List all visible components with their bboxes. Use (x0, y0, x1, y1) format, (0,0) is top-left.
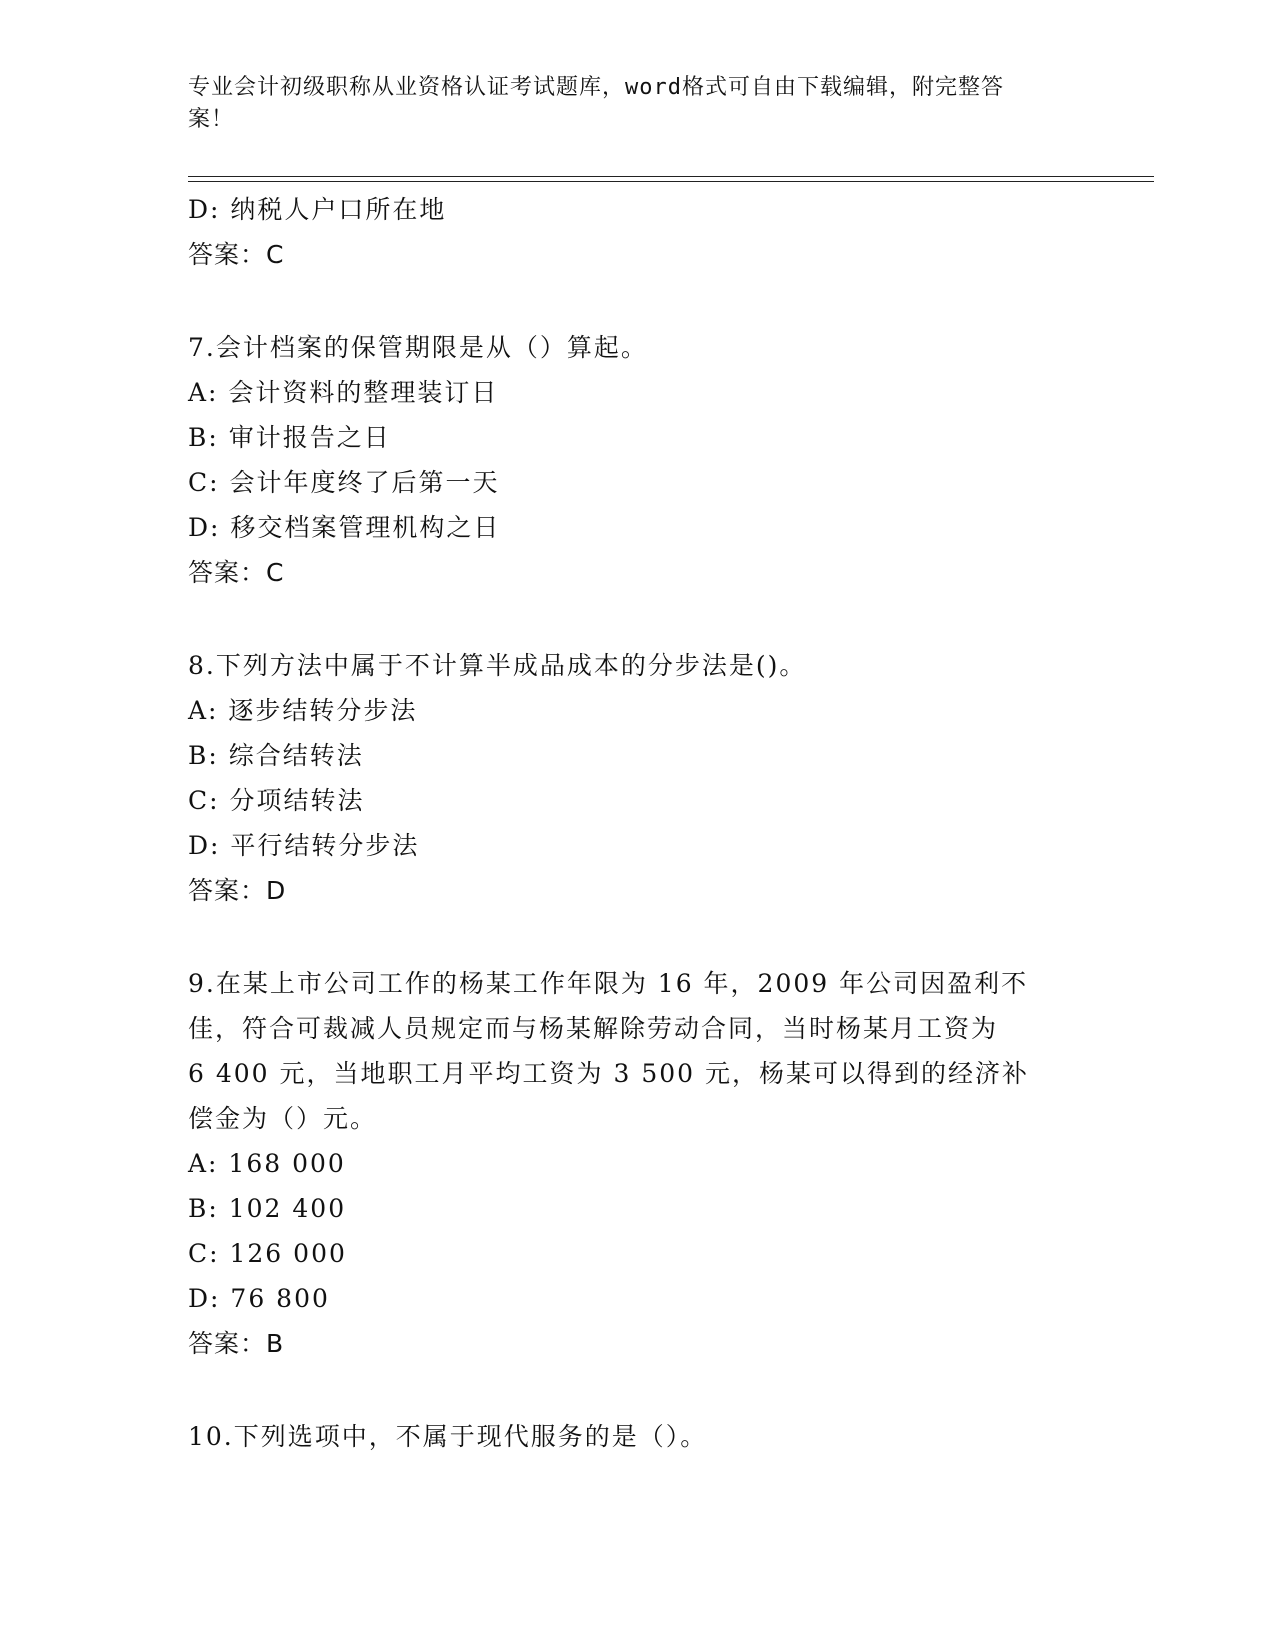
q7-option-b: B: 审计报告之日 (188, 423, 391, 452)
q8-stem: 8.下列方法中属于不计算半成品成本的分步法是()。 (188, 651, 807, 680)
header-note-line-1: 专业会计初级职称从业资格认证考试题库，word格式可自由下载编辑，附完整答 (188, 75, 1004, 100)
question-content (188, 187, 1088, 1459)
header-divider-bottom (188, 181, 1154, 182)
prev-answer: 答案：C (188, 240, 285, 269)
q9-option-a: A: 168 000 (188, 1149, 346, 1178)
q9-stem-line-3: 6 400 元，当地职工月平均工资为 3 500 元，杨某可以得到的经济补 (188, 1059, 1029, 1088)
q8-option-a: A: 逐步结转分步法 (188, 696, 418, 725)
header-note-line-2: 案！ (188, 107, 235, 132)
q9-option-b: B: 102 400 (188, 1194, 347, 1223)
q7-answer: 答案：C (188, 558, 285, 587)
q8-answer: 答案：D (188, 876, 287, 905)
q8-option-b: B: 综合结转法 (188, 741, 364, 770)
header-note (188, 72, 1088, 136)
q7-option-d: D: 移交档案管理机构之日 (188, 513, 501, 542)
q8-option-c: C: 分项结转法 (188, 786, 365, 815)
q9-option-d: D: 76 800 (188, 1284, 330, 1313)
q7-option-c: C: 会计年度终了后第一天 (188, 468, 500, 497)
q7-option-a: A: 会计资料的整理装订日 (188, 378, 499, 407)
q8-option-d: D: 平行结转分步法 (188, 831, 420, 860)
header-divider-top (188, 176, 1154, 177)
prev-option-d: D: 纳税人户口所在地 (188, 195, 447, 224)
q10-stem: 10.下列选项中，不属于现代服务的是（）。 (188, 1422, 708, 1451)
q9-stem-line-2: 佳，符合可裁减人员规定而与杨某解除劳动合同，当时杨某月工资为 (188, 1014, 999, 1043)
q9-option-c: C: 126 000 (188, 1239, 347, 1268)
q9-stem-line-1: 9.在某上市公司工作的杨某工作年限为 16 年，2009 年公司因盈利不 (188, 969, 1029, 998)
q7-stem: 7.会计档案的保管期限是从（）算起。 (188, 333, 648, 362)
q9-answer: 答案：B (188, 1329, 285, 1358)
q9-stem-line-4: 偿金为（）元。 (188, 1104, 378, 1133)
